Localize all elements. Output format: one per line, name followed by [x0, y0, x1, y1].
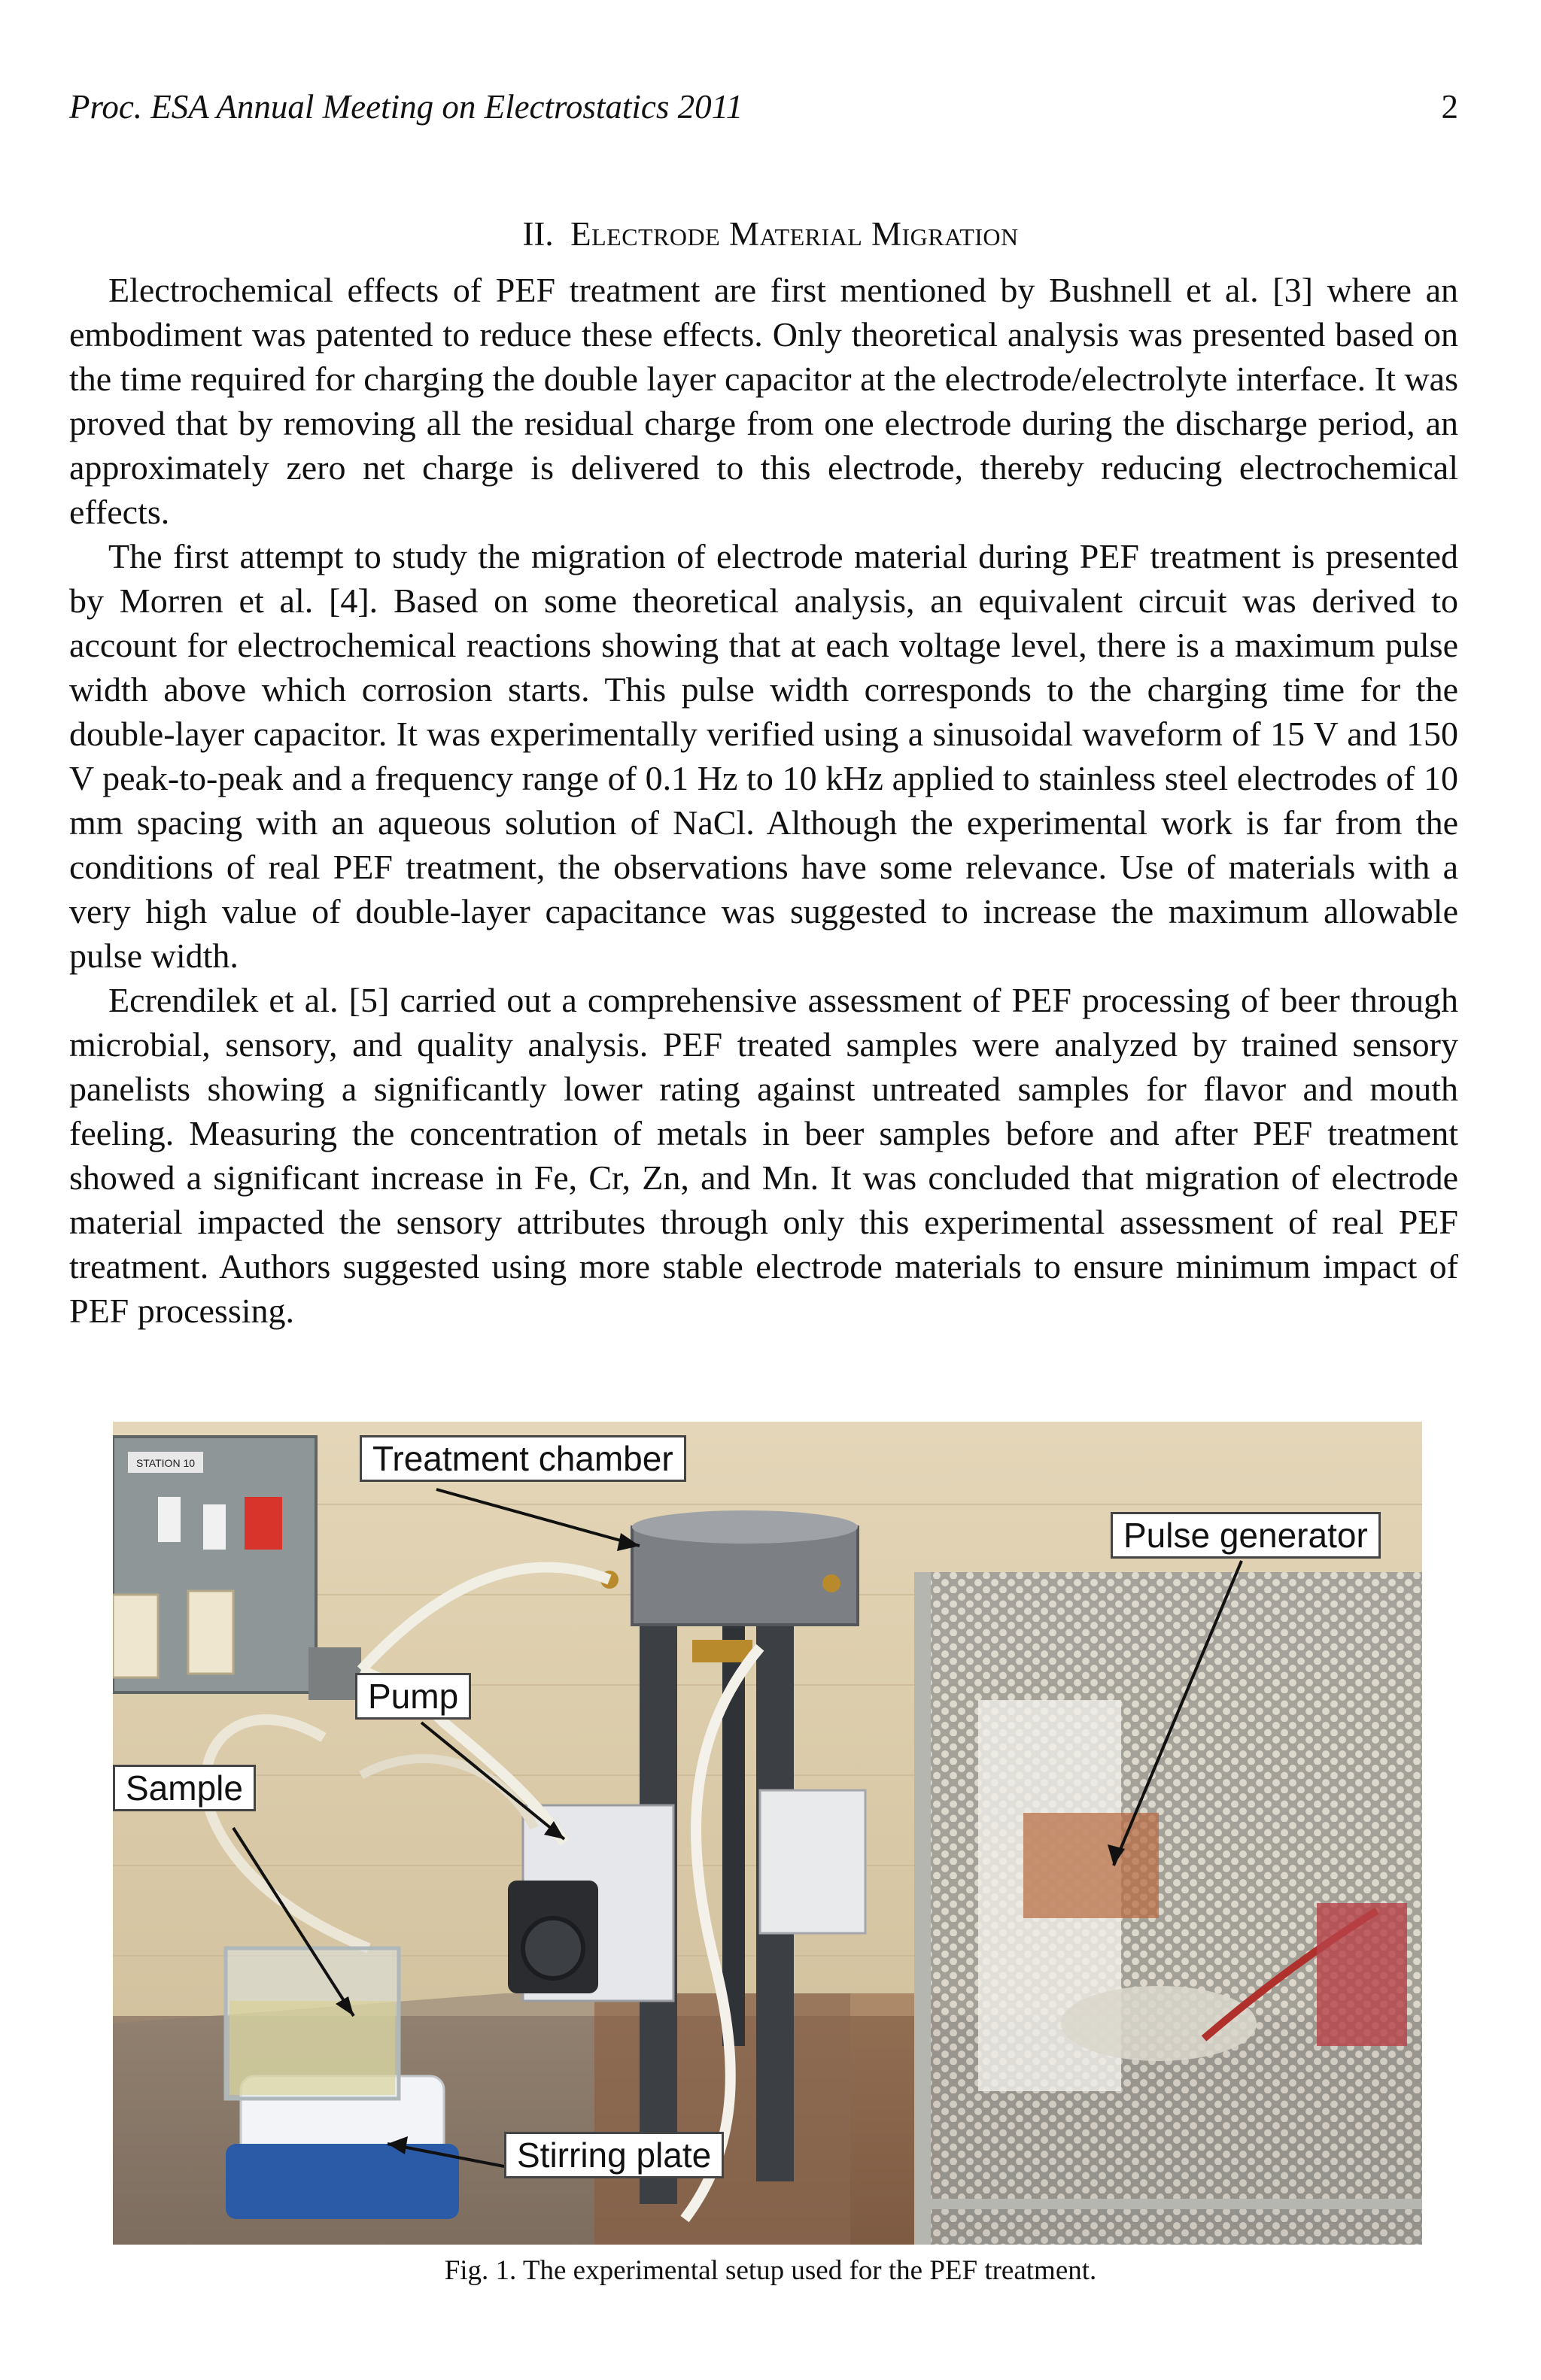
label-pump: Pump [355, 1673, 471, 1720]
paragraph-3: Ecrendilek et al. [5] carried out a comprehensive assessment of PEF processing of beer through microbial, sensory, and quality analysis. PEF treated samples were analyzed by trained sensory panelists showing a significantly lower rating against untreated samples for flavor and mouth feeling. Measuring the concentration of metals in beer samples before and after PEF treatment showed a significant increase in Fe, Cr, Zn, and Mn. It was concluded that migration of electrode material impacted the sensory attributes through only this experimental assessment of real PEF treatment. Authors suggested using more stable electrode materials to ensure minimum impact of PEF processing. [69, 981, 1458, 1330]
section-heading [0, 212, 1541, 256]
label-pulse-generator: Pulse generator [1111, 1512, 1381, 1559]
section-number: II. [522, 215, 554, 253]
paragraph-2: The first attempt to study the migration of electrode material during PEF treatment is presented by Morren et al. [4]. Based on some theoretical analysis, an equivalent circuit was derived to account for electrochemical reactions showing that at each voltage level, there is a maximum pulse width above which corrosion starts. This pulse width corresponds to the charging time for the double-layer capacitor. It was experimentally verified using a sinusoidal waveform of 15 V and 150 V peak-to-peak and a frequency range of 0.1 Hz to 10 kHz applied to stainless steel electrodes of 10 mm spacing with an aqueous solution of NaCl. Although the experimental work is far from the conditions of real PEF treatment, the observations have some relevance. Use of materials with a very high value of double-layer capacitance was suggested to increase the maximum allowable pulse width. [69, 537, 1458, 975]
running-head: Proc. ESA Annual Meeting on Electrostatics 2011 [69, 88, 743, 126]
page-number: 2 [1441, 88, 1458, 126]
breaker-switch [158, 1497, 181, 1542]
wall-outlet [113, 1595, 158, 1677]
figure-caption: Fig. 1. The experimental setup used for the PEF treatment. [444, 2255, 1097, 2286]
red-component [1317, 1903, 1407, 2046]
page-header [69, 84, 1458, 129]
cage-frame [914, 1572, 931, 2245]
chamber-connector [692, 1640, 752, 1662]
wall-outlet [188, 1591, 233, 1674]
paragraph-1: Electrochemical effects of PEF treatment are first mentioned by Bushnell et al. [3] where an embodiment was patented to reduce these effects. Only theoretical analysis was presented based on the time required for charging the double layer capacitor at the electrode/electrolyte interface. It was proved that by removing all the residual charge from one electrode during the discharge period, an approximately zero net charge is delivered to this electrode, thereby reducing electrochemical effects. [69, 271, 1458, 531]
copper-component [1023, 1813, 1159, 1918]
label-treatment-chamber: Treatment chamber [360, 1435, 686, 1482]
pump-controller [760, 1790, 865, 1933]
breaker-switch [203, 1504, 226, 1550]
figure-photo [113, 1422, 1422, 2245]
treatment-chamber-lid [632, 1510, 858, 1544]
label-sample: Sample [113, 1765, 256, 1811]
caution-label [245, 1497, 282, 1550]
pump-rotor [523, 1918, 583, 1978]
station-plate-text: STATION 10 [135, 1457, 196, 1469]
body-text [69, 268, 1458, 1333]
stirring-plate-base [226, 2144, 459, 2219]
label-stirring-plate: Stirring plate [504, 2132, 724, 2178]
chamber-fitting [822, 1574, 840, 1592]
junction-box [309, 1647, 361, 1700]
section-title: Electrode Material Migration [570, 215, 1019, 253]
sample-liquid [229, 2001, 395, 2095]
